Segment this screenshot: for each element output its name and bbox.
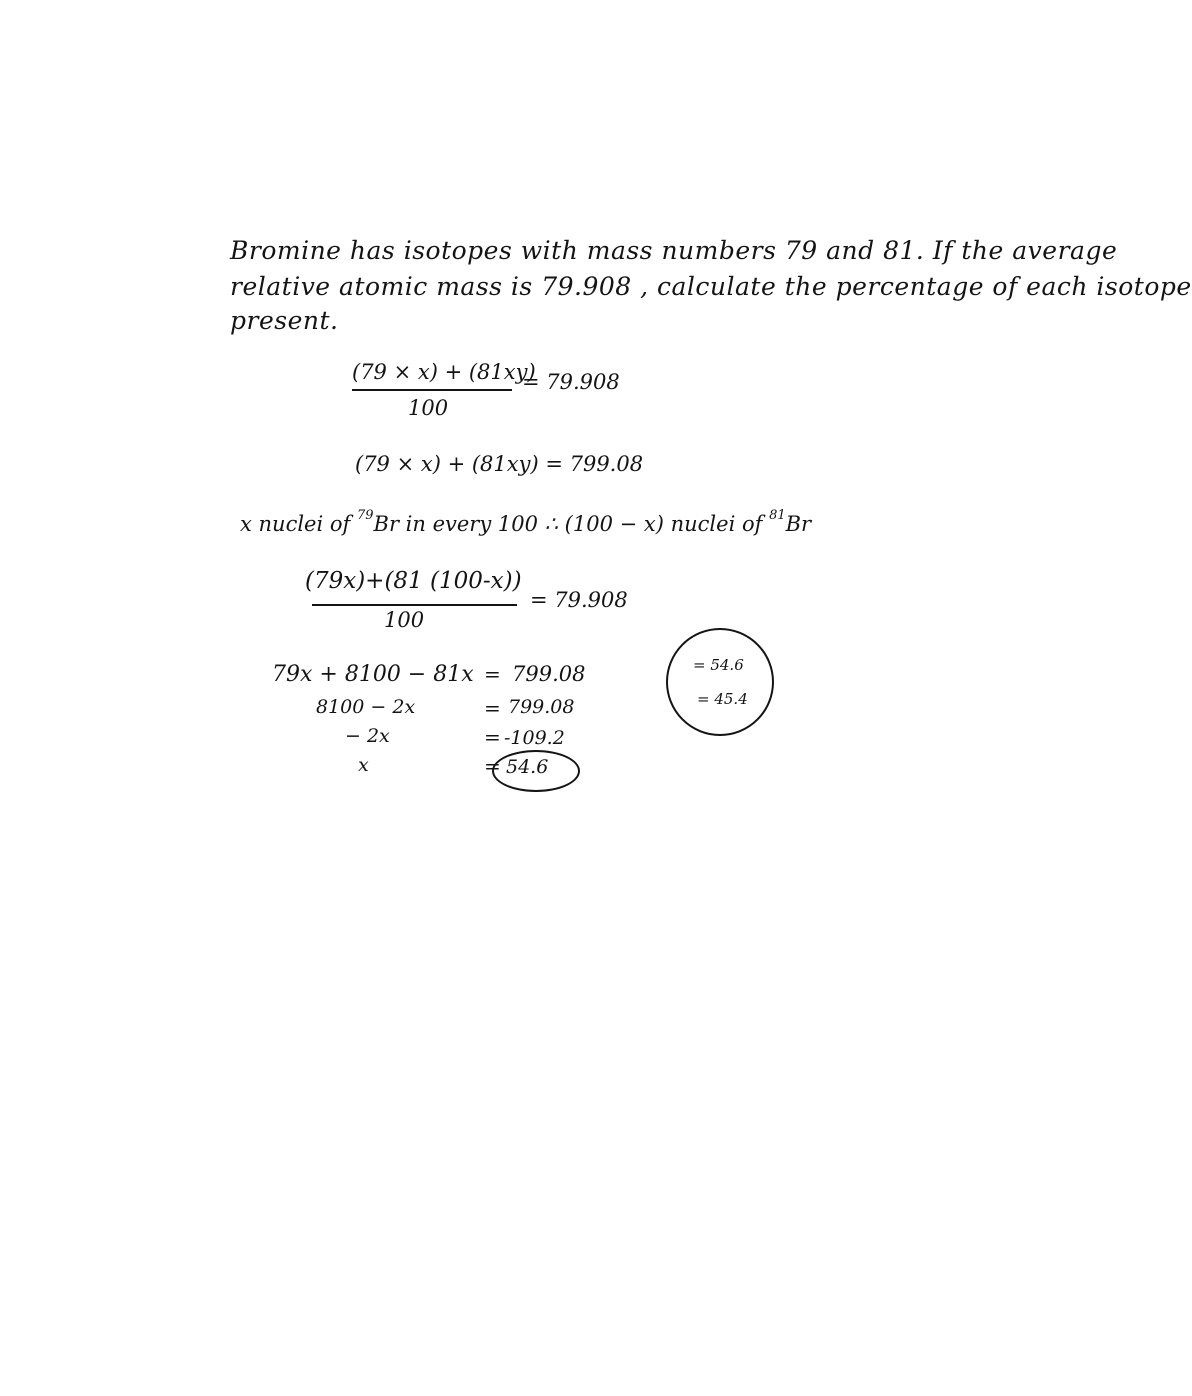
- working-equals-1: =: [484, 662, 501, 686]
- mass-number-79: 79: [356, 508, 374, 523]
- working-right-4: 54.6: [506, 756, 549, 778]
- nuclei-text-2: in every 100 ∴ (100 − x) nuclei of: [399, 512, 770, 536]
- fraction-2-equals: = 79.908: [530, 588, 628, 612]
- working-right-1: 799.08: [512, 662, 586, 686]
- answer-line-1: = 54.6: [693, 656, 744, 674]
- answer-line-2: = 45.4: [697, 690, 748, 708]
- nuclei-text-1: x nuclei of: [240, 512, 357, 536]
- working-equals-3: =: [484, 725, 501, 749]
- fraction-1-equals: = 79.908: [522, 370, 620, 394]
- working-left-4: x: [358, 754, 369, 776]
- element-br-1: Br: [373, 512, 399, 536]
- working-left-1: 79x + 8100 − 81x: [272, 662, 474, 687]
- mass-number-81: 81: [769, 508, 786, 523]
- working-left-3: − 2x: [345, 725, 390, 747]
- fraction-2-numerator: (79x)+(81 (100-x)): [305, 568, 522, 594]
- fraction-2-denominator: 100: [384, 608, 425, 632]
- working-right-3: -109.2: [504, 727, 565, 749]
- nuclei-statement: [240, 508, 812, 536]
- question-line-1: Bromine has isotopes with mass numbers 79 and 81. If the average: [230, 236, 1118, 265]
- answer-circle: [666, 628, 774, 736]
- working-left-2: 8100 − 2x: [316, 696, 416, 718]
- equation-2: (79 × x) + (81xy) = 799.08: [355, 452, 644, 476]
- fraction-1-denominator: 100: [408, 396, 449, 420]
- working-equals-4: =: [484, 754, 501, 778]
- element-br-2: Br: [785, 512, 812, 536]
- question-line-2: relative atomic mass is 79.908 , calculate the percentage of each isotope: [230, 272, 1192, 301]
- result-highlight-circle: [492, 750, 580, 792]
- fraction-1-numerator: (79 × x) + (81xy): [352, 360, 536, 384]
- fraction-1-bar: [352, 389, 512, 391]
- question-line-3: present.: [230, 306, 339, 335]
- working-right-2: 799.08: [508, 696, 575, 718]
- working-equals-2: =: [484, 696, 501, 720]
- fraction-2-bar: [312, 604, 517, 606]
